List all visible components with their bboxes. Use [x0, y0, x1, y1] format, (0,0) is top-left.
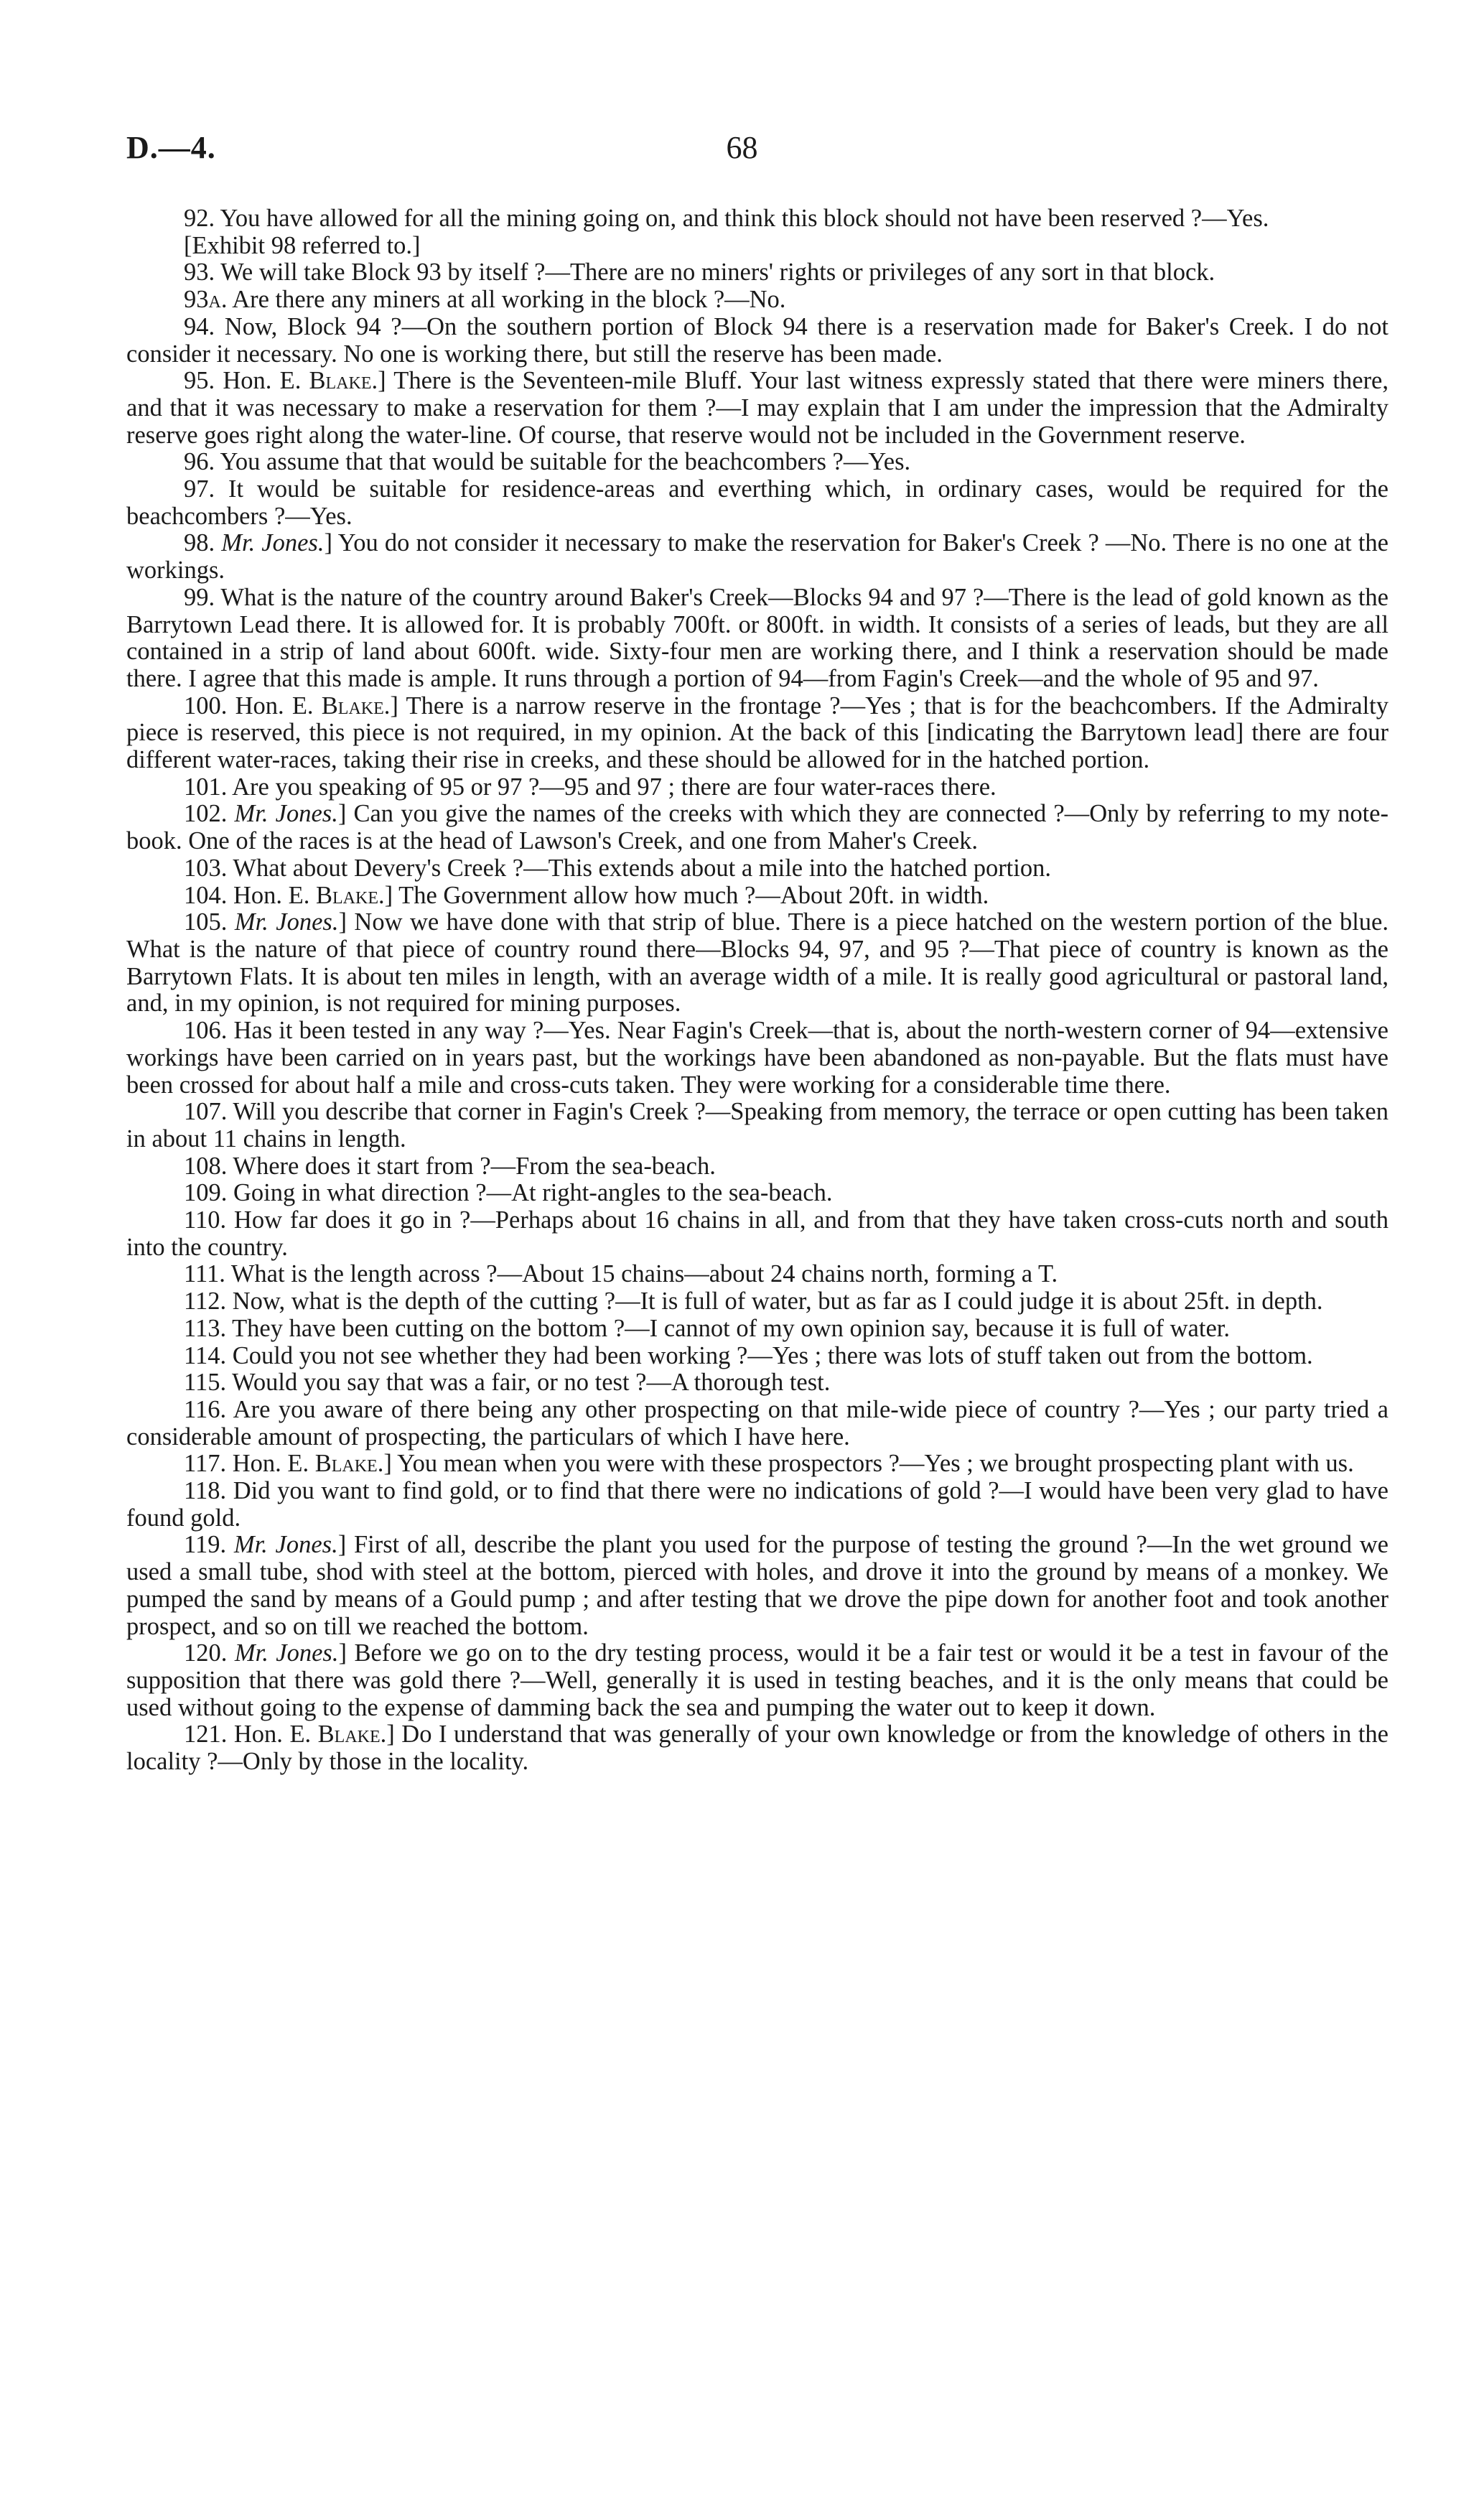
paragraph-92 — [126, 205, 1389, 233]
page-header — [0, 129, 1484, 172]
text-segment: 107. Will you describe that corner in Fagin's Creek ?—Speaking from memory, the terrace or open cutting has been taken in about 11 chains in length. — [126, 1098, 1389, 1153]
paragraph-120 — [126, 1640, 1389, 1721]
paragraph-95 — [126, 368, 1389, 449]
paragraph-116 — [126, 1397, 1389, 1451]
text-segment: 101. Are you speaking of 95 or 97 ?—95 and 97 ; there are four water-races there. — [184, 773, 997, 801]
paragraph-111 — [126, 1261, 1389, 1288]
text-segment: 94. Now, Block 94 ?—On the southern portion of Block 94 there is a reservation made for Baker's Creek. I do not consider it necessary. No one is working there, but still the reserve has been made. — [126, 312, 1389, 368]
text-segment: 97. It would be suitable for residence-areas and everthing which, in ordinary cases, would be required for the beachcombers ?—Yes. — [126, 475, 1389, 530]
text-segment: 117. Hon. E. — [184, 1450, 315, 1478]
paragraph-112 — [126, 1288, 1389, 1316]
paragraph-93 — [126, 259, 1389, 287]
page-number: 68 — [726, 130, 758, 165]
text-segment: ] Can you give the names of the creeks with which they are connected ?—Only by referring to my note-book. One of the races is at the head of Lawson's Creek, and one from Maher's Creek. — [126, 800, 1389, 855]
text-segment: 118. Did you want to find gold, or to find that there were no indications of gold ?—I would have been very glad to have found gold. — [126, 1477, 1389, 1532]
text-segment: Mr. Jones. — [234, 800, 338, 828]
paragraph-117 — [126, 1451, 1389, 1478]
paragraph-102 — [126, 801, 1389, 855]
paragraph-118 — [126, 1478, 1389, 1532]
text-segment: 111. What is the length across ?—About 15 chains—about 24 chains north, forming a T. — [184, 1260, 1058, 1288]
text-segment: 99. What is the nature of the country around Baker's Creek—Blocks 94 and 97 ?—There is the lead of gold known as the Barrytown Lead there. It is allowed for. It is probably 700ft. or 800ft. in width. It consists of a series of leads, but they are all contained in a strip of land about 600ft. wide. Sixty-four men are working there, and I think a reservation should be made there. I agree that this made is ample. It runs through a portion of 94—from Fagin's Creek—and the whole of 95 and 97. — [126, 583, 1389, 692]
text-segment: 98. — [184, 529, 222, 557]
text-segment: 104. Hon. E. — [184, 881, 316, 909]
paragraph-107 — [126, 1099, 1389, 1153]
text-segment: .] There is the Seventeen-mile Bluff. Your last witness expressly stated that there were miners there, and that it was necessary to make a reservation for them ?—I may explain that I am under the impression that the Admiralty reserve goes right along the water-line. Of course, that reserve would not be included in the Government reserve. — [126, 367, 1389, 449]
text-segment: 121. Hon. E. — [184, 1721, 318, 1749]
text-segment: ] Now we have done with that strip of blue. There is a piece hatched on the western portion of the blue. What is the nature of that piece of country round there—Blocks 94, 97, and 95 ?—That piece of country is known as the Barrytown Flats. It is about ten miles in length, with an average width of a mile. It is really good agricultural or pastoral land, and, in my opinion, is not required for mining purposes. — [126, 908, 1389, 1018]
text-segment: Blake — [316, 881, 378, 909]
text-segment: ] Before we go on to the dry testing process, would it be a fair test or would it be a test in favour of the supposition that there was gold there ?—Well, generally it is used in testing beaches, and it is the only means that could be used without going to the expense of damming back the sea and pumping the water out to keep it down. — [126, 1639, 1389, 1721]
text-segment: 119. — [184, 1531, 234, 1559]
text-segment: .] There is a narrow reserve in the frontage ?—Yes ; that is for the beachcombers. If the Admiralty piece is reserved, this piece is not required, in my opinion. At the back of this [indicating the Barrytown lead] there are four different water-races, taking their rise in creeks, and these should be allowed for in the hatched portion. — [126, 692, 1389, 774]
paragraph-121 — [126, 1721, 1389, 1775]
paragraph-100 — [126, 693, 1389, 774]
text-segment: 93. We will take Block 93 by itself ?—There are no miners' rights or privileges of any sort in that block. — [184, 259, 1215, 287]
text-segment: Blake — [317, 1721, 381, 1749]
text-segment: 115. Would you say that was a fair, or no test ?—A thorough test. — [184, 1369, 831, 1397]
text-segment: 114. Could you not see whether they had been working ?—Yes ; there was lots of stuff taken out from the bottom. — [184, 1341, 1313, 1369]
text-segment: 108. Where does it start from ?—From the sea-beach. — [184, 1152, 716, 1180]
text-segment: 116. Are you aware of there being any other prospecting on that mile-wide piece of country ?—Yes ; our party tried a considerable amount of prospecting, the particulars of which I have here. — [126, 1395, 1389, 1451]
text-segment: 92. You have allowed for all the mining going on, and think this block should not have been reserved ?—Yes. — [184, 205, 1269, 232]
text-segment: ] You do not consider it necessary to make the reservation for Baker's Creek ? —No. There is no one at the workings. — [126, 529, 1389, 585]
text-segment: 110. How far does it go in ?—Perhaps about 16 chains in all, and from that they have taken cross-cuts north and south into the country. — [126, 1206, 1389, 1261]
document-reference: D.—4. — [126, 130, 216, 165]
text-segment: Blake — [321, 692, 384, 720]
text-segment: .] Do I understand that was generally of your own knowledge or from the knowledge of others in the locality ?—Only by those in the locality. — [126, 1721, 1389, 1776]
text-segment: ] First of all, describe the plant you used for the purpose of testing the ground ?—In the wet ground we used a small tube, shod with steel at the bottom, pierced with holes, and drove it into the ground by means of a monkey. We pumped the sand by means of a Gould pump ; and after testing that we drove the pipe down for another foot and took another prospect, and so on till we reached the bottom. — [126, 1531, 1389, 1640]
text-segment: Blake — [314, 1450, 378, 1478]
paragraph-106 — [126, 1018, 1389, 1099]
paragraph-99 — [126, 585, 1389, 693]
text-segment: Mr. Jones. — [221, 529, 325, 557]
text-segment: 103. What about Devery's Creek ?—This extends about a mile into the hatched portion. — [184, 854, 1051, 882]
text-segment: 112. Now, what is the depth of the cutting ?—It is full of water, but as far as I could judge it is about 25ft. in depth. — [184, 1288, 1323, 1316]
text-segment: a — [208, 286, 221, 314]
paragraph-113 — [126, 1316, 1389, 1343]
text-segment: . Are there any miners at all working in the block ?—No. — [220, 286, 786, 314]
paragraph-96 — [126, 449, 1389, 476]
text-segment: Blake — [309, 367, 372, 395]
paragraph-105 — [126, 909, 1389, 1018]
text-segment: 106. Has it been tested in any way ?—Yes. Near Fagin's Creek—that is, about the north-western corner of 94—extensive workings have been carried on in years past, but the workings have been abandoned as non-payable. But the flats must have been crossed for about half a mile and cross-cuts taken. They were working for a considerable time there. — [126, 1017, 1389, 1099]
paragraph-94 — [126, 314, 1389, 368]
paragraph-109 — [126, 1180, 1389, 1207]
text-segment: 120. — [184, 1639, 235, 1667]
paragraph-101 — [126, 774, 1389, 801]
text-segment: 95. Hon. E. — [184, 367, 309, 395]
text-segment: Mr. Jones. — [234, 908, 339, 936]
paragraph-114 — [126, 1343, 1389, 1370]
text-segment: .] The Government allow how much ?—About 20ft. in width. — [378, 881, 989, 909]
paragraph-115 — [126, 1369, 1389, 1397]
text-segment: 96. You assume that that would be suitable for the beachcombers ?—Yes. — [184, 448, 911, 476]
paragraph-104 — [126, 883, 1389, 910]
paragraph-110 — [126, 1207, 1389, 1261]
paragraph-exhibit — [126, 233, 1389, 260]
paragraph-98 — [126, 530, 1389, 584]
paragraph-103 — [126, 855, 1389, 883]
text-segment: 105. — [184, 908, 235, 936]
paragraph-93a — [126, 287, 1389, 314]
paragraph-108 — [126, 1153, 1389, 1181]
text-segment: 102. — [184, 800, 235, 828]
testimony-body — [126, 205, 1389, 1776]
paragraph-97 — [126, 476, 1389, 530]
text-segment: 100. Hon. E. — [184, 692, 322, 720]
text-segment: Mr. Jones. — [234, 1639, 339, 1667]
text-segment: .] You mean when you were with these prospectors ?—Yes ; we brought prospecting plant with us. — [377, 1450, 1354, 1478]
text-segment: 109. Going in what direction ?—At right-angles to the sea-beach. — [184, 1179, 833, 1207]
text-segment: 113. They have been cutting on the bottom ?—I cannot of my own opinion say, because it is full of water. — [184, 1314, 1230, 1342]
text-segment: [Exhibit 98 referred to.] — [184, 231, 421, 259]
text-segment: Mr. Jones. — [233, 1531, 338, 1559]
text-segment: 93 — [184, 286, 209, 314]
paragraph-119 — [126, 1532, 1389, 1640]
